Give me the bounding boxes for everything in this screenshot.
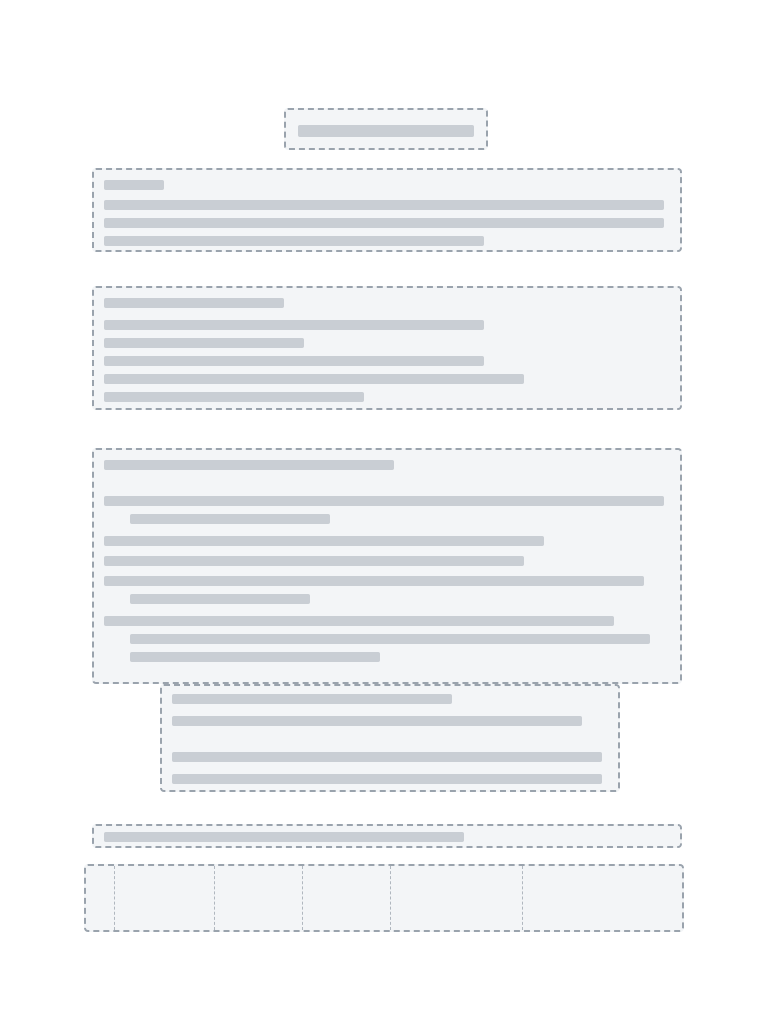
results-table xyxy=(84,864,684,932)
title-block xyxy=(284,108,488,150)
formula-block xyxy=(160,684,620,792)
purpose-section xyxy=(92,168,682,252)
result-sentence xyxy=(92,824,682,848)
procedure-section xyxy=(92,448,682,684)
equipment-section xyxy=(92,286,682,410)
